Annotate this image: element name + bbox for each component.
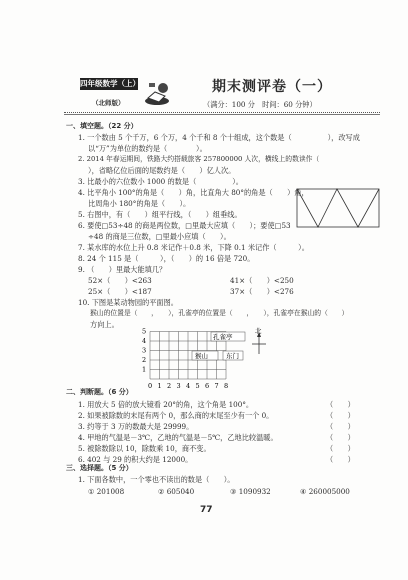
q9-item-1: 52×（ ）<263 xyxy=(88,276,152,285)
q9: 9. （ ）里最大能填几？ xyxy=(78,265,167,274)
map-label-gate: 东门 xyxy=(226,352,239,360)
x-tick-label: 5 xyxy=(195,382,200,390)
judge-item: 4. 甲地的气温是－3℃，乙地的气温是－5℃，乙地比较温暖。 xyxy=(78,433,278,442)
judge-answer-paren[interactable]: （ ） xyxy=(326,444,355,453)
header-divider xyxy=(64,114,380,116)
q4-line1: 4. 比平角小 100°的角是（ ）角，比直角大 80°的角是（ ）角， xyxy=(78,188,309,197)
q4-line2: 比周角小 180°的角是（ ）。 xyxy=(88,199,191,208)
q5: 5. 右图中，有（ ）组平行线，（ ）组垂线。 xyxy=(78,210,242,219)
edition-label: （北师版） xyxy=(92,99,125,107)
q10-line2: 猴山的位置是（ ， ），孔雀亭的位置是（ ， ），孔雀亭在猴山的（ ） xyxy=(90,309,349,317)
q1-line1: 1. 一个数由 5 个千万，6 个万，4 个千和 8 个十组成，这个数是（ ），改写成 xyxy=(78,133,360,142)
q8: 8. 24 个 115 是（ ），（ ）的 16 倍是 720。 xyxy=(78,254,255,263)
map-label-peacock: 孔雀亭 xyxy=(213,333,233,341)
judge-answer-paren[interactable]: （ ） xyxy=(326,411,355,420)
judge-item: 3. 约等于 3 万的数最大是 29999。 xyxy=(78,422,194,431)
north-compass-icon xyxy=(246,326,278,356)
x-tick-label: 6 xyxy=(205,382,210,390)
page-number: 77 xyxy=(200,505,213,515)
grade-badge: 四年级数学（上） xyxy=(80,79,140,88)
y-tick-label: 4 xyxy=(142,337,147,345)
x-tick-label: 7 xyxy=(214,382,219,390)
x-tick-label: 2 xyxy=(167,382,172,390)
x-tick-label: 1 xyxy=(157,382,162,390)
judge-item: 2. 如果被除数的末尾有两个 0，那么商的末尾至少有一个 0。 xyxy=(78,411,274,420)
judge-item: 5. 被除数除以 10，除数乘 10，商不变。 xyxy=(78,444,211,453)
q9-item-4: 37×（ ）<276 xyxy=(230,287,294,296)
q9-item-2: 25×（ ）<187 xyxy=(88,287,152,296)
judge-item: 1. 用放大 5 倍的放大镜看 20°的角，这个角是 100°。 xyxy=(78,400,254,409)
choice-option-3: ③ 1090932 xyxy=(230,487,271,496)
choice-option-1: ① 201008 xyxy=(88,487,125,496)
judge-answer-paren[interactable]: （ ） xyxy=(326,400,355,409)
exam-info: （满分：100 分 时间：60 分钟） xyxy=(203,100,317,109)
q2-line2: ），省略亿位后面的尾数约是（ ）亿人次。 xyxy=(88,166,236,175)
judge-item: 6. 402 与 29 的积大约是 12000。 xyxy=(78,455,193,464)
q6-line1: 6. 要使□53÷48 的商是两位数，□里最大应填（ ）；要使□53 xyxy=(78,221,291,230)
judge-answer-paren[interactable]: （ ） xyxy=(326,455,355,464)
section-choice-title: 三、选择题。（5 分） xyxy=(66,464,133,472)
parallel-lines-figure xyxy=(296,188,380,228)
choice-option-4: ④ 260005000 xyxy=(300,487,350,496)
q1-line2: 以“万”为单位的数约是（ ）。 xyxy=(88,144,207,153)
judge-answer-paren[interactable]: （ ） xyxy=(326,422,355,431)
judge-answer-paren[interactable]: （ ） xyxy=(326,433,355,442)
q2-line1: 2. 2014 年春运期间，铁路大约搭载旅客 257800000 人次，横线上的数读作（ xyxy=(78,155,361,163)
section-judge-title: 二、判断题。（6 分） xyxy=(66,388,133,396)
q7: 7. 某水库的水位上升 0.8 米记作＋0.8 米，下降 0.1 米记作（ ）。 xyxy=(78,243,309,252)
y-tick-label: 5 xyxy=(142,327,147,336)
q10: 10. 下图是某动物园的平面图。 xyxy=(78,298,178,307)
x-tick-label: 0 xyxy=(148,382,153,390)
q3: 3. 比最小的六位数小 1000 的数是（ ）。 xyxy=(78,177,243,186)
page-title: 期末测评卷（一） xyxy=(212,79,332,95)
q6-line2: ÷48 的商是三位数，□里最小应填（ ）。 xyxy=(88,232,231,241)
map-label-monkey: 猴山 xyxy=(195,352,208,360)
choice-option-2: ② 605040 xyxy=(158,487,195,496)
q10-line3: 方向上。 xyxy=(90,320,119,329)
north-label: 北 xyxy=(255,327,262,335)
y-tick-label: 3 xyxy=(142,346,147,355)
student-reading-icon xyxy=(143,80,173,108)
section-fill-title: 一、填空题。（22 分） xyxy=(66,122,138,130)
x-tick-label: 3 xyxy=(176,382,181,390)
x-tick-label: 8 xyxy=(224,382,229,390)
x-tick-label: 4 xyxy=(186,382,191,390)
choice-q1: 1. 下面各数中，一个零也不读出的数是（ ）。 xyxy=(78,475,235,484)
q9-item-3: 41×（ ）<250 xyxy=(230,276,294,285)
y-tick-label: 2 xyxy=(142,356,147,364)
y-tick-label: 1 xyxy=(142,365,147,374)
